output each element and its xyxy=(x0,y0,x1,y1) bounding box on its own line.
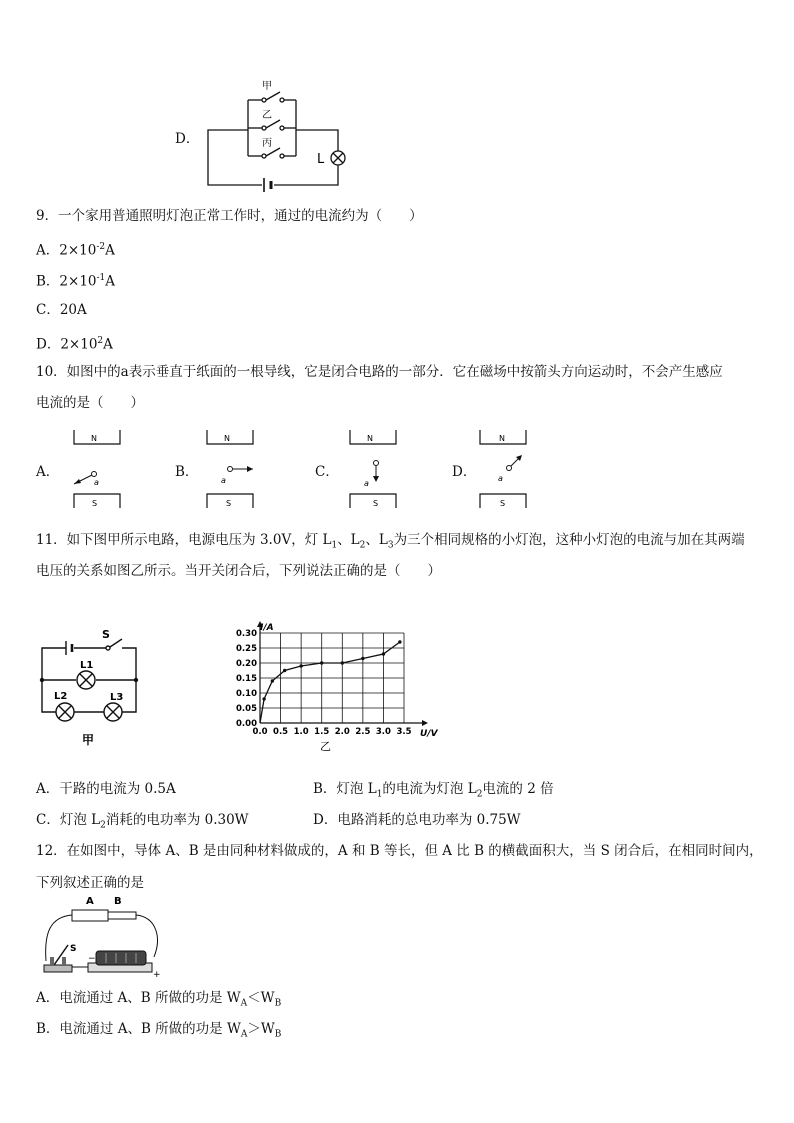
north-pole-label: N xyxy=(367,434,373,443)
x-tick-label: 0.5 xyxy=(273,727,289,737)
q9-option-b: B．$2\times 10^{-1}A$ xyxy=(36,273,116,290)
south-pole-label: S xyxy=(226,499,232,508)
switch-label: S xyxy=(102,628,110,641)
data-point xyxy=(382,652,385,655)
q11-option-a: A．干路的电流为 0.5A xyxy=(36,781,176,797)
q12-apparatus-diagram xyxy=(40,893,170,981)
q12-stem-line1: 12．在如图中，导体 A、B 是由同种材料做成的，A 和 B 等长，但 A 比 B 的横截面积大，当 S 闭合后，在相同时间内， xyxy=(36,843,763,859)
x-tick-label: 3.0 xyxy=(375,727,391,737)
chart-series xyxy=(260,640,402,723)
switch-label-jia: 甲 xyxy=(262,81,272,92)
lamp-label-l3: L3 xyxy=(110,692,124,703)
q9-option-c: C．20A xyxy=(36,302,87,318)
q11-option-b: B．灯泡 $L_1$的电流为灯泡 $L_2$电流的 2 倍 xyxy=(313,781,554,800)
q8-circuit-diagram xyxy=(200,78,360,193)
x-tick-label: 1.5 xyxy=(314,727,330,737)
data-point xyxy=(283,669,286,672)
conductor-b-label: B xyxy=(114,896,122,907)
chart-grid xyxy=(260,633,404,723)
x-axis-arrow xyxy=(422,720,428,726)
switch-label: S xyxy=(70,944,77,954)
q11-stem-line2: 电压的关系如图乙所示。当开关闭合后，下列说法正确的是（ ） xyxy=(36,563,441,579)
north-pole-label: N xyxy=(499,434,505,443)
conductor-a-label: A xyxy=(86,896,94,907)
lamp-label: L xyxy=(317,152,325,167)
data-point xyxy=(320,661,323,664)
south-pole-label: S xyxy=(92,499,98,508)
y-tick-label: 0.10 xyxy=(236,689,257,699)
q10-stem-line1: 10．如图中的a表示垂直于纸面的一根导线，它是闭合电路的一部分．它在磁场中按箭头方向运动时，不会产生感应 xyxy=(36,364,723,380)
q9-stem: 9．一个家用普通照明灯泡正常工作时，通过的电流约为（ ） xyxy=(36,208,423,224)
wire-label: a xyxy=(221,476,226,485)
y-tick-label: 0.20 xyxy=(236,659,257,669)
north-pole-label: N xyxy=(91,434,97,443)
switch-label-bing: 丙 xyxy=(262,138,272,149)
x-tick-label: 3.5 xyxy=(396,727,412,737)
circuit-caption: 甲 xyxy=(82,733,95,747)
q9-option-d: D．$2\times 10^2A$ xyxy=(36,336,113,353)
q11-option-c: C．灯泡 $L_2$消耗的电功率为 0.30W xyxy=(36,812,249,831)
q11-circuit-jia xyxy=(36,626,146,750)
wire-label: a xyxy=(498,474,503,483)
data-point xyxy=(361,657,364,660)
wire-label: a xyxy=(94,478,99,487)
data-point xyxy=(271,679,274,682)
data-point xyxy=(262,697,265,700)
data-point xyxy=(341,661,344,664)
x-axis-label: U/V xyxy=(420,729,438,739)
south-pole-label: S xyxy=(500,499,506,508)
y-tick-label: 0.05 xyxy=(236,704,257,714)
y-tick-label: 0.30 xyxy=(236,629,257,639)
q12-option-a: A．电流通过 A、B 所做的功是 $W_A<W_B$ xyxy=(36,990,282,1009)
iu-chart xyxy=(224,620,444,755)
north-pole-label: N xyxy=(224,434,230,443)
y-tick-label: 0.25 xyxy=(236,644,257,654)
switch-label-yi: 乙 xyxy=(262,110,272,121)
y-axis-label: I/A xyxy=(260,623,274,633)
x-tick-label: 2.0 xyxy=(334,727,350,737)
x-tick-label: 0.0 xyxy=(252,727,268,737)
south-pole-label: S xyxy=(373,499,379,508)
q10-option-a-label: A． xyxy=(36,464,60,480)
q11-stem-line1: 11．如下图甲所示电路，电源电压为 3.0V，灯 $L_1$、$L_2$、$L_3$为三个相同规格的小灯泡，这种小灯泡的电流与加在其两端 xyxy=(36,532,745,551)
data-point xyxy=(398,640,401,643)
chart-caption: 乙 xyxy=(320,740,331,753)
y-tick-label: 0.15 xyxy=(236,674,257,684)
x-tick-label: 2.5 xyxy=(355,727,371,737)
q10-option-b-label: B． xyxy=(175,464,199,480)
lamp-label-l2: L2 xyxy=(54,691,68,702)
q9-option-a: A．$2\times 10^{-2}A$ xyxy=(36,242,115,259)
y-tick-label: 0.00 xyxy=(236,719,257,729)
minus-terminal-label: − xyxy=(88,954,96,964)
plus-terminal-label: + xyxy=(153,970,161,980)
q10-stem-line2: 电流的是（ ） xyxy=(36,395,144,411)
lamp-label-l1: L1 xyxy=(80,660,94,671)
wire-label: a xyxy=(364,479,369,488)
q10-option-c-label: C． xyxy=(315,464,339,480)
data-point xyxy=(299,664,302,667)
q10-option-d-label: D． xyxy=(452,464,477,480)
chart-ticks xyxy=(236,629,412,737)
q10-magnet-diagram-b xyxy=(195,428,275,510)
x-tick-label: 1.0 xyxy=(293,727,309,737)
q8-option-d-label: D． xyxy=(175,131,200,147)
q12-stem-line2: 下列叙述正确的是 xyxy=(36,875,144,891)
q12-option-b: B．电流通过 A、B 所做的功是 $W_A>W_B$ xyxy=(36,1021,282,1040)
q10-magnet-diagram-a xyxy=(60,428,140,510)
series-line-i-u xyxy=(260,642,400,723)
q11-option-d: D．电路消耗的总电功率为 0.75W xyxy=(313,812,521,828)
q10-magnet-diagram-c xyxy=(340,428,420,510)
q10-magnet-diagram-d xyxy=(472,428,552,510)
